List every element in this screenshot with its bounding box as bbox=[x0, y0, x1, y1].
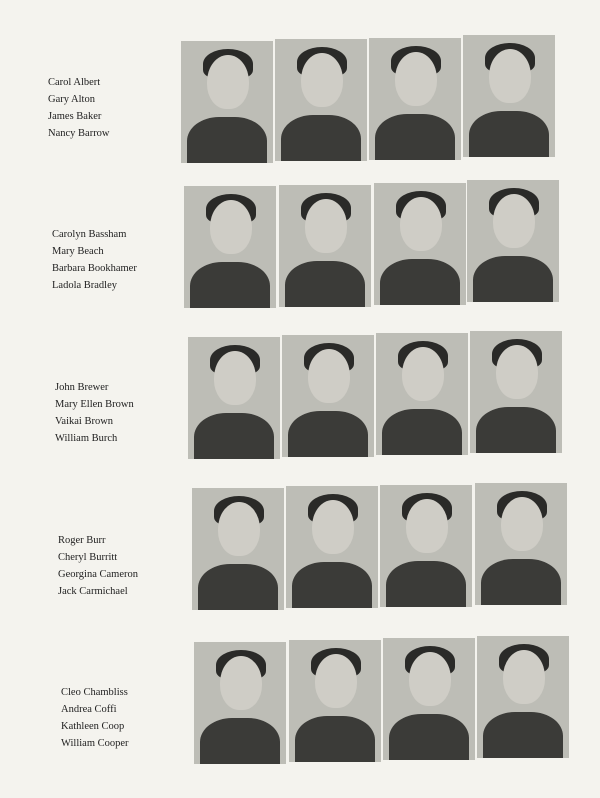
student-portrait bbox=[181, 41, 273, 163]
student-portrait bbox=[192, 488, 284, 610]
yearbook-row bbox=[0, 38, 600, 168]
student-name: Mary Beach bbox=[52, 246, 104, 257]
student-name: Cleo Chambliss bbox=[61, 687, 128, 698]
student-name: John Brewer bbox=[55, 382, 109, 393]
student-name: Gary Alton bbox=[48, 94, 95, 105]
student-name: Nancy Barrow bbox=[48, 128, 110, 139]
student-name: Carolyn Bassham bbox=[52, 229, 127, 240]
student-name: Kathleen Coop bbox=[61, 721, 125, 732]
name-list bbox=[52, 226, 137, 294]
student-name: Georgina Cameron bbox=[58, 569, 138, 580]
student-portrait bbox=[475, 483, 567, 605]
name-list bbox=[58, 532, 138, 600]
name-list bbox=[61, 684, 129, 752]
student-portrait bbox=[275, 39, 367, 161]
name-list bbox=[55, 379, 134, 447]
yearbook-row bbox=[0, 640, 600, 770]
student-portrait bbox=[376, 333, 468, 455]
student-name: William Cooper bbox=[61, 738, 129, 749]
student-name: James Baker bbox=[48, 111, 102, 122]
yearbook-row bbox=[0, 486, 600, 616]
student-portrait bbox=[477, 636, 569, 758]
student-name: Andrea Coffi bbox=[61, 704, 117, 715]
student-name: Roger Burr bbox=[58, 535, 106, 546]
yearbook-row bbox=[0, 334, 600, 464]
student-name: Jack Carmichael bbox=[58, 586, 128, 597]
student-name: Carol Albert bbox=[48, 77, 101, 88]
student-portrait bbox=[470, 331, 562, 453]
student-portrait bbox=[188, 337, 280, 459]
student-name: William Burch bbox=[55, 433, 118, 444]
student-portrait bbox=[184, 186, 276, 308]
student-portrait bbox=[369, 38, 461, 160]
student-name: Mary Ellen Brown bbox=[55, 399, 134, 410]
name-list bbox=[48, 74, 110, 142]
student-portrait bbox=[289, 640, 381, 762]
student-portrait bbox=[383, 638, 475, 760]
yearbook-row bbox=[0, 182, 600, 312]
student-portrait bbox=[279, 185, 371, 307]
student-portrait bbox=[282, 335, 374, 457]
student-portrait bbox=[374, 183, 466, 305]
student-portrait bbox=[467, 180, 559, 302]
student-name: Ladola Bradley bbox=[52, 280, 118, 291]
student-name: Vaikai Brown bbox=[55, 416, 114, 427]
student-portrait bbox=[463, 35, 555, 157]
student-portrait bbox=[286, 486, 378, 608]
student-portrait bbox=[380, 485, 472, 607]
student-portrait bbox=[194, 642, 286, 764]
student-name: Cheryl Burritt bbox=[58, 552, 118, 563]
student-name: Barbara Bookhamer bbox=[52, 263, 137, 274]
